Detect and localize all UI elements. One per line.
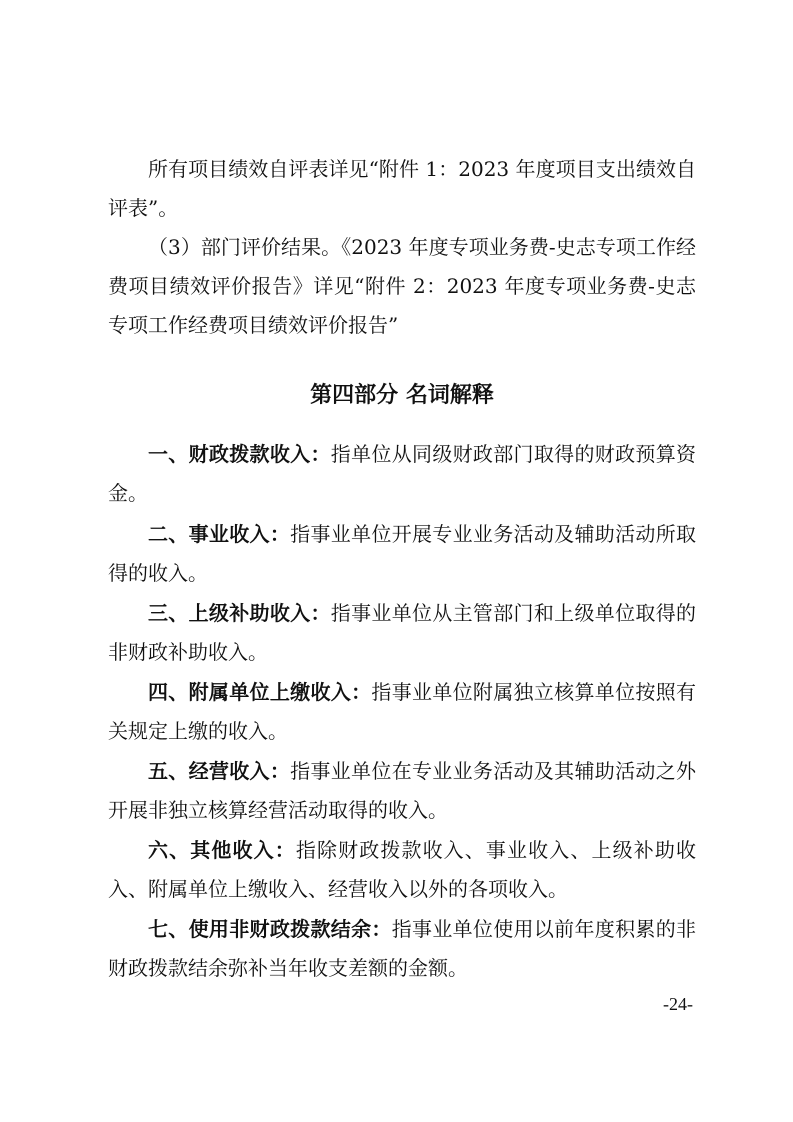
term-label: 二、事业收入： [148,522,291,546]
term-description: 指事业单位从主管部门和上级单位取得的非财政补助收入。 [108,601,697,664]
term-label: 六、其他收入： [148,838,296,862]
paragraph-department-evaluation: （3）部门评价结果。《2023 年度专项业务费-史志专项工作经费项目绩效评价报告》详见“附件 2：2023 年度专项业务费-史志专项工作经费项目绩效评价报告” [108,235,696,337]
term-item [108,910,696,988]
term-label: 一、财政拨款收入： [148,442,331,466]
section-title: 第四部分 名词解释 [310,383,494,408]
term-label: 七、使用非财政拨款结余： [148,917,392,941]
term-description: 指事业单位开展专业业务活动及辅助活动所取得的收入。 [108,522,697,585]
term-item [108,673,696,751]
term-item [108,831,696,909]
term-description: 指除财政拨款收入、事业收入、上级补助收入、附属单位上缴收入、经营收入以外的各项收入。 [108,838,697,901]
paragraph-attachment-1: 所有项目绩效自评表详见“附件 1：2023 年度项目支出绩效自评表”。 [108,157,696,220]
page-number: -24- [663,994,693,1014]
term-description: 指事业单位在专业业务活动及其辅助活动之外开展非独立核算经营活动取得的收入。 [108,759,697,822]
term-description: 指事业单位附属独立核算单位按照有关规定上缴的收入。 [108,680,697,743]
term-item [108,752,696,830]
term-label: 四、附属单位上缴收入： [148,680,372,704]
term-label: 三、上级补助收入： [148,601,331,625]
term-item [108,515,696,593]
term-description: 指事业单位使用以前年度积累的非财政拨款结余弥补当年收支差额的金额。 [108,917,697,980]
term-item [108,594,696,672]
term-description: 指单位从同级财政部门取得的财政预算资金。 [108,442,697,505]
term-item [108,435,696,513]
term-label: 五、经营收入： [148,759,291,783]
